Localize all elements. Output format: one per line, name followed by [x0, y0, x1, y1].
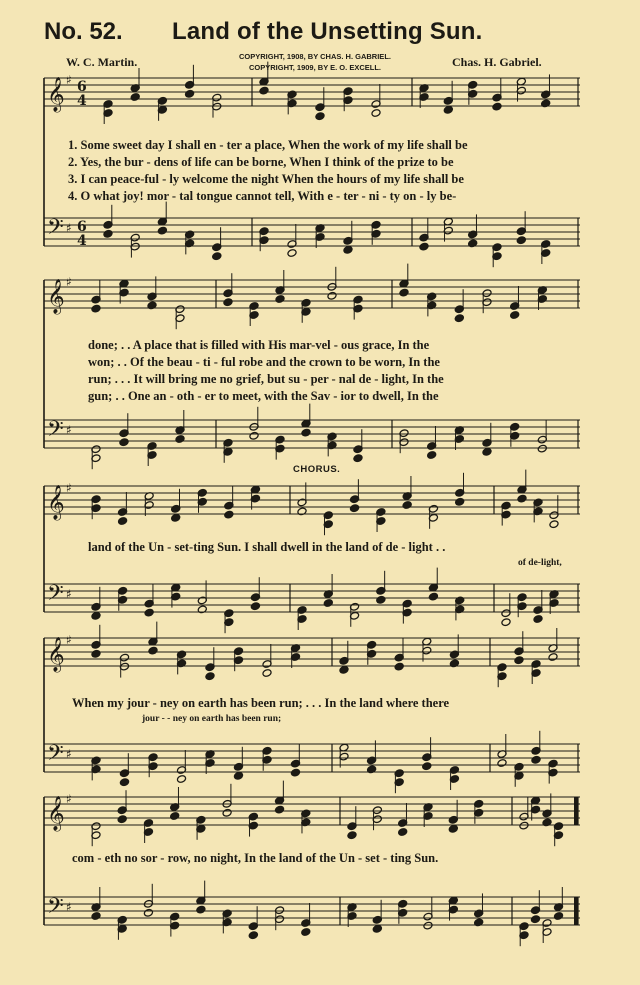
verse-4-line-2: gun; . . One an - oth - er to meet, with the Sav - ior to dwell, In the [88, 389, 439, 403]
chorus-lyric-line-1: land of the Un - set-ting Sun. I shall dwell in the land of de - light . . [88, 540, 446, 554]
copyright-line-1: COPYRIGHT, 1908, BY CHAS. H. GABRIEL. [239, 52, 391, 61]
treble-note [347, 831, 357, 840]
bass-note [428, 592, 438, 601]
verse-1-line-1: 1. Some sweet day I shall en - ter a place, When the work of my life shall be [68, 138, 468, 152]
treble-note [394, 662, 404, 671]
hymn-number: No. 52. [44, 18, 123, 45]
bass-clef: 𝄢 [47, 894, 64, 924]
treble-clef: 𝄞 [47, 637, 65, 672]
time-signature-denominator: 4 [77, 93, 87, 109]
treble-note [262, 669, 272, 678]
treble-note [350, 504, 360, 513]
treble-clef: 𝄞 [47, 279, 65, 314]
treble-note [222, 808, 232, 817]
bass-note [376, 595, 386, 604]
bass-clef: 𝄢 [47, 417, 64, 447]
hymn-title: Land of the Unsetting Sun. [172, 18, 483, 45]
bass-note [249, 431, 259, 440]
bass-note [422, 762, 432, 771]
bass-note [196, 905, 206, 914]
treble-note [315, 112, 325, 121]
treble-note [185, 89, 195, 98]
bass-note [91, 611, 101, 620]
treble-note [454, 314, 464, 323]
treble-note [205, 672, 215, 681]
bass-note [119, 438, 129, 447]
time-signature-numerator: 6 [77, 219, 87, 235]
treble-note [492, 102, 502, 111]
key-sharp: ♯ [66, 900, 72, 914]
treble-note [275, 805, 285, 814]
bass-note [372, 924, 382, 933]
bass-note [143, 908, 153, 917]
key-sharp: ♯ [66, 747, 72, 761]
verse-3-line-1: 3. I can peace-ful - ly welcome the night When the hours of my life shall be [68, 172, 464, 186]
treble-note [223, 298, 233, 307]
treble-clef: 𝄞 [47, 77, 65, 112]
time-signature-numerator: 6 [77, 79, 87, 95]
key-sharp: ♯ [66, 221, 72, 235]
treble-note [275, 295, 285, 304]
bass-note [103, 229, 113, 238]
treble-clef: 𝄞 [47, 796, 65, 831]
time-signature-denominator: 4 [77, 233, 87, 249]
verse-2-line-2: won; . . Of the beau - ti - ful robe and the crown to be worn, In the [88, 355, 440, 369]
treble-note [455, 497, 465, 506]
treble-note [91, 649, 101, 658]
treble-note [549, 520, 559, 529]
treble-note [171, 513, 181, 522]
key-sharp: ♯ [66, 73, 72, 87]
key-sharp: ♯ [66, 587, 72, 601]
treble-note [117, 815, 127, 824]
chorus-alt-lyric-2: jour - - ney on earth has been run; [142, 714, 282, 724]
bass-note [553, 912, 563, 921]
treble-note [259, 86, 269, 95]
copyright-line-2: COPYRIGHT, 1909, BY E. O. EXCELL. [249, 63, 381, 72]
bass-note [343, 245, 353, 254]
bass-note [537, 444, 547, 453]
bass-note [157, 226, 167, 235]
bass-note [233, 771, 243, 780]
verse-3-line-2: run; . . . It will bring me no grief, but su - per - nal de - light, In the [88, 372, 444, 386]
bass-clef: 𝄢 [47, 581, 64, 611]
bass-note [501, 618, 511, 627]
bass-note [427, 451, 437, 460]
bass-note [497, 759, 507, 768]
key-sharp: ♯ [66, 275, 72, 289]
bass-clef: 𝄢 [47, 741, 64, 771]
author-credit: W. C. Martin. [66, 55, 138, 69]
bass-note [419, 242, 429, 251]
treble-clef: 𝄞 [47, 485, 65, 520]
bass-note [144, 608, 154, 617]
final-barline [574, 897, 578, 925]
composer-credit: Chas. H. Gabriel. [452, 55, 542, 69]
chorus-label: CHORUS. [293, 464, 341, 475]
treble-note [448, 824, 458, 833]
key-sharp: ♯ [66, 481, 72, 495]
treble-note [327, 291, 337, 300]
bass-note [323, 599, 333, 608]
treble-note [91, 304, 101, 313]
bass-note [530, 915, 540, 924]
bass-note [423, 921, 433, 930]
bass-note [176, 775, 186, 784]
copyright-notice [220, 51, 410, 73]
verse-2-line-1: 2. Yes, the bur - dens of life can be borne, When I think of the prize to be [68, 155, 454, 169]
treble-note [517, 494, 527, 503]
bass-note [482, 447, 492, 456]
treble-note [130, 93, 140, 102]
bass-note [516, 236, 526, 245]
bass-note [175, 435, 185, 444]
bass-clef: 𝄢 [47, 215, 64, 245]
key-sharp: ♯ [66, 633, 72, 647]
bass-note [531, 755, 541, 764]
chorus-lyric-line-2: When my jour - ney on earth has been run; . . . In the land where there [72, 696, 450, 710]
verse-1-line-2: done; . . A place that is filled with His mar-vel - ous grace, In the [88, 338, 430, 352]
treble-note [170, 812, 180, 821]
treble-note [514, 656, 524, 665]
treble-note [519, 821, 529, 830]
treble-note [398, 828, 408, 837]
bass-note [250, 602, 260, 611]
bass-note [301, 428, 311, 437]
treble-note [399, 288, 409, 297]
bass-note [212, 252, 222, 261]
verse-4-line-1: 4. O what joy! mor - tal tongue cannot tell, With e - ter - ni - ty on - ly be- [68, 189, 457, 203]
treble-note [443, 105, 453, 114]
final-barline [574, 797, 578, 825]
chorus-lyric-line-3: com - eth no sor - row, no night, In the land of the Un - set - ting Sun. [72, 851, 439, 865]
bass-note [119, 778, 129, 787]
bass-note [248, 931, 258, 940]
treble-note [548, 653, 558, 662]
bass-note [301, 928, 311, 937]
treble-note [148, 646, 158, 655]
treble-note [224, 510, 234, 519]
treble-note [339, 665, 349, 674]
treble-note [118, 517, 128, 526]
treble-note [510, 311, 520, 320]
key-sharp: ♯ [66, 792, 72, 806]
bass-note [91, 912, 101, 921]
treble-note [371, 109, 381, 118]
treble-note [402, 501, 412, 510]
bass-note [533, 615, 543, 624]
bass-note [290, 768, 300, 777]
bass-note [287, 249, 297, 258]
bass-note [353, 454, 363, 463]
key-sharp: ♯ [66, 423, 72, 437]
chorus-alt-lyric-1: of de-light, [518, 558, 562, 568]
